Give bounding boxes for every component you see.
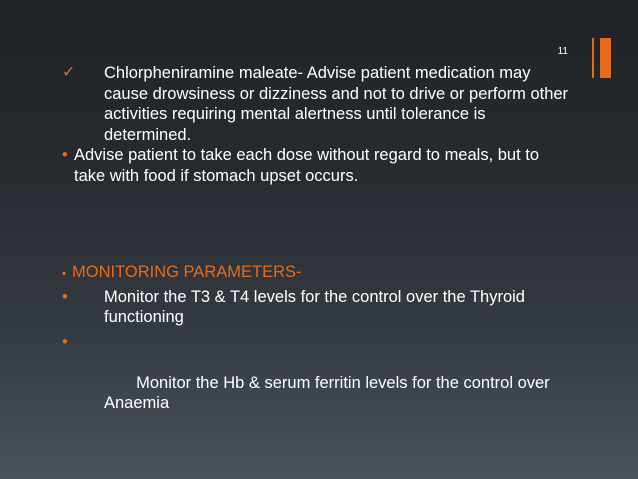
list-item-text: Monitor the Hb & serum ferritin levels for the control over Anaemia [104, 373, 554, 412]
section-heading-text: MONITORING PARAMETERS- [72, 263, 302, 281]
section-heading [62, 262, 572, 283]
bullet-list-top [62, 63, 572, 186]
bullet-icon: • [62, 146, 68, 164]
list-item [62, 287, 572, 328]
accent-bar-thick [600, 38, 611, 78]
bullet-icon: • [62, 287, 68, 306]
accent-bar-thin [592, 38, 594, 78]
list-item-text: Monitor the T3 & T4 levels for the control over the Thyroid functioning [104, 287, 525, 326]
list-item-text: Chlorpheniramine maleate- Advise patient medication may cause drowsiness or dizziness and not to drive or perform other activities requiring mental alertness until tolerance is determined. [104, 64, 569, 144]
square-bullet-icon: ▪ [62, 266, 67, 280]
list-item [62, 145, 572, 186]
list-item [62, 63, 572, 145]
list-item-text: Advise patient to take each dose without regard to meals, but to take with food if stomach upset occurs. [74, 146, 540, 185]
list-item [62, 332, 572, 435]
bullet-icon: • [62, 332, 68, 351]
monitoring-section [62, 262, 572, 434]
page-number: 11 [557, 46, 568, 57]
checkmark-icon: ✓ [62, 64, 76, 81]
